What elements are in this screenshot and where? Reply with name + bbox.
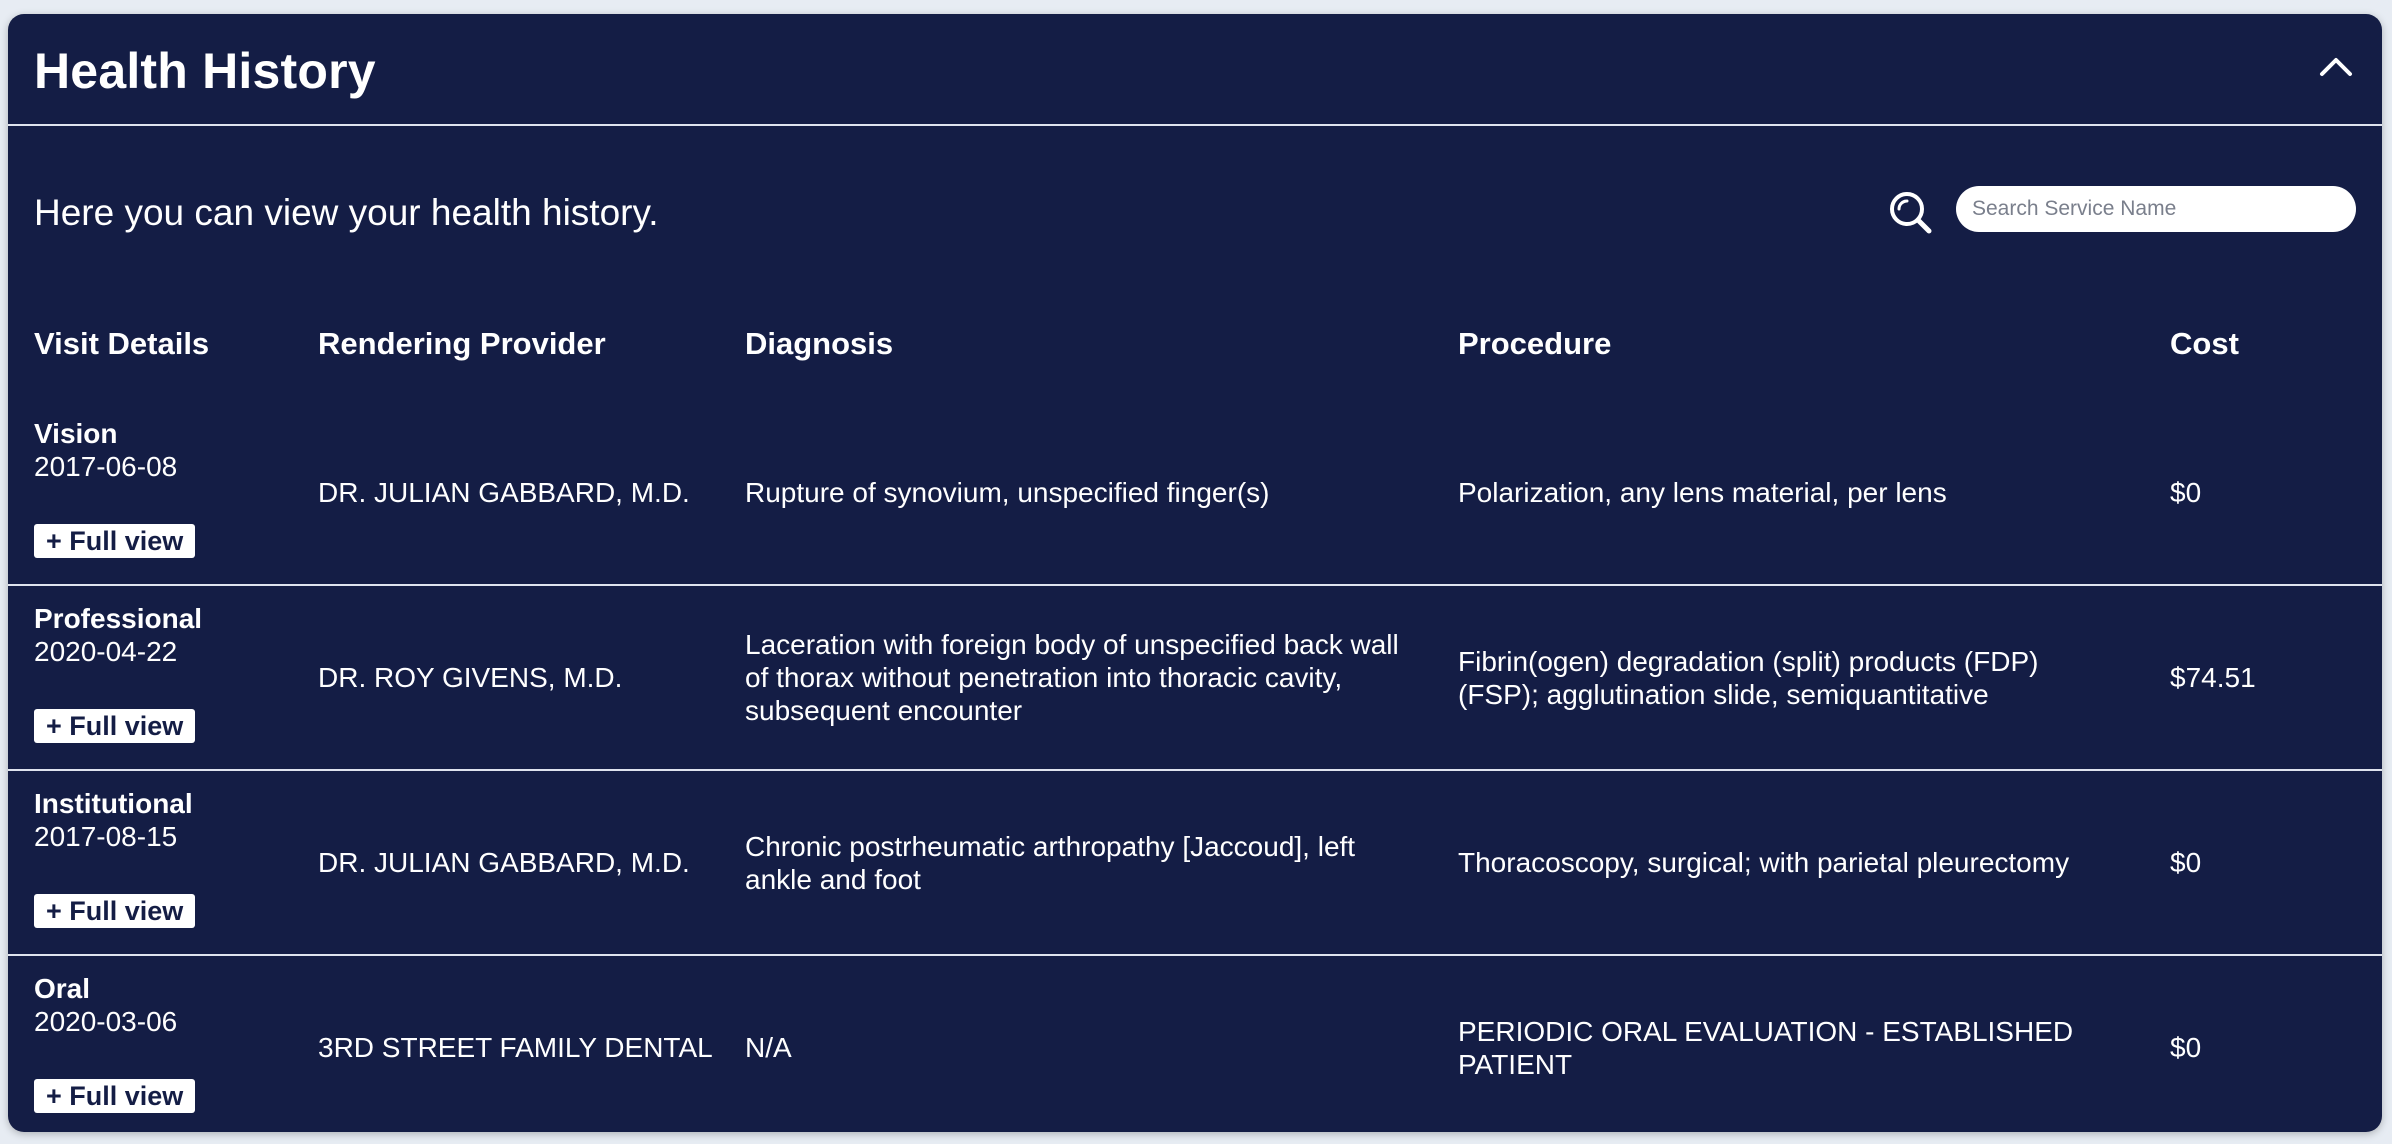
column-header-rendering-provider: Rendering Provider: [318, 326, 606, 361]
table-row: [8, 586, 2382, 771]
diagnosis: Laceration with foreign body of unspecified back wall of thorax without penetration into thoracic cavity, subsequent encounter: [745, 629, 1399, 726]
health-history-panel: [8, 14, 2382, 1132]
cost: $0: [2170, 847, 2202, 878]
rendering-provider: 3RD STREET FAMILY DENTAL: [318, 1032, 713, 1063]
cost: $0: [2170, 1032, 2202, 1063]
procedure: Polarization, any lens material, per lens: [1458, 477, 1947, 508]
visit-details: [34, 787, 193, 853]
panel-header: [8, 14, 2382, 126]
full-view-button[interactable]: + Full view: [34, 524, 195, 558]
cost: $0: [2170, 477, 2202, 508]
diagnosis: Rupture of synovium, unspecified finger(s): [745, 477, 1270, 508]
visit-type: Professional: [34, 603, 203, 634]
full-view-button[interactable]: + Full view: [34, 1079, 195, 1113]
rendering-provider: DR. JULIAN GABBARD, M.D.: [318, 477, 690, 508]
diagnosis: Chronic postrheumatic arthropathy [Jaccoud], left ankle and foot: [745, 830, 1356, 895]
column-header-cost: Cost: [2170, 326, 2239, 361]
cost: $74.51: [2170, 662, 2256, 693]
column-header-visit-details: Visit Details: [34, 326, 210, 361]
visit-type: Institutional: [34, 788, 193, 819]
table-row: [8, 771, 2382, 956]
search-icon[interactable]: [1886, 188, 1934, 236]
table-row: [8, 401, 2382, 586]
rendering-provider: DR. JULIAN GABBARD, M.D.: [318, 847, 690, 878]
visit-date: 2017-08-15: [34, 821, 178, 852]
visit-date: 2017-06-08: [34, 451, 178, 482]
visit-details: [34, 602, 202, 668]
procedure: Fibrin(ogen) degradation (split) products (FDP) (FSP); agglutination slide, semiquantitative: [1458, 645, 2039, 710]
visit-details: [34, 417, 177, 483]
collapse-button[interactable]: [2314, 44, 2358, 88]
column-header-diagnosis: Diagnosis: [745, 326, 894, 361]
page-title: Health History: [34, 43, 376, 99]
visit-date: 2020-03-06: [34, 1006, 178, 1037]
visit-type: Oral: [34, 973, 91, 1004]
diagnosis: N/A: [745, 1032, 792, 1063]
procedure: PERIODIC ORAL EVALUATION - ESTABLISHED PATIENT: [1458, 1015, 2074, 1080]
visit-type: Vision: [34, 418, 118, 449]
visit-date: 2020-04-22: [34, 636, 178, 667]
full-view-button[interactable]: + Full view: [34, 894, 195, 928]
rendering-provider: DR. ROY GIVENS, M.D.: [318, 662, 623, 693]
chevron-up-icon: [2314, 44, 2358, 88]
search-input[interactable]: [1956, 186, 2356, 232]
column-header-procedure: Procedure: [1458, 326, 1612, 361]
intro-text: Here you can view your health history.: [34, 192, 659, 233]
visit-details: [34, 972, 177, 1038]
procedure: Thoracoscopy, surgical; with parietal pleurectomy: [1458, 847, 2070, 878]
full-view-button[interactable]: + Full view: [34, 709, 195, 743]
table-row: [8, 956, 2382, 1132]
